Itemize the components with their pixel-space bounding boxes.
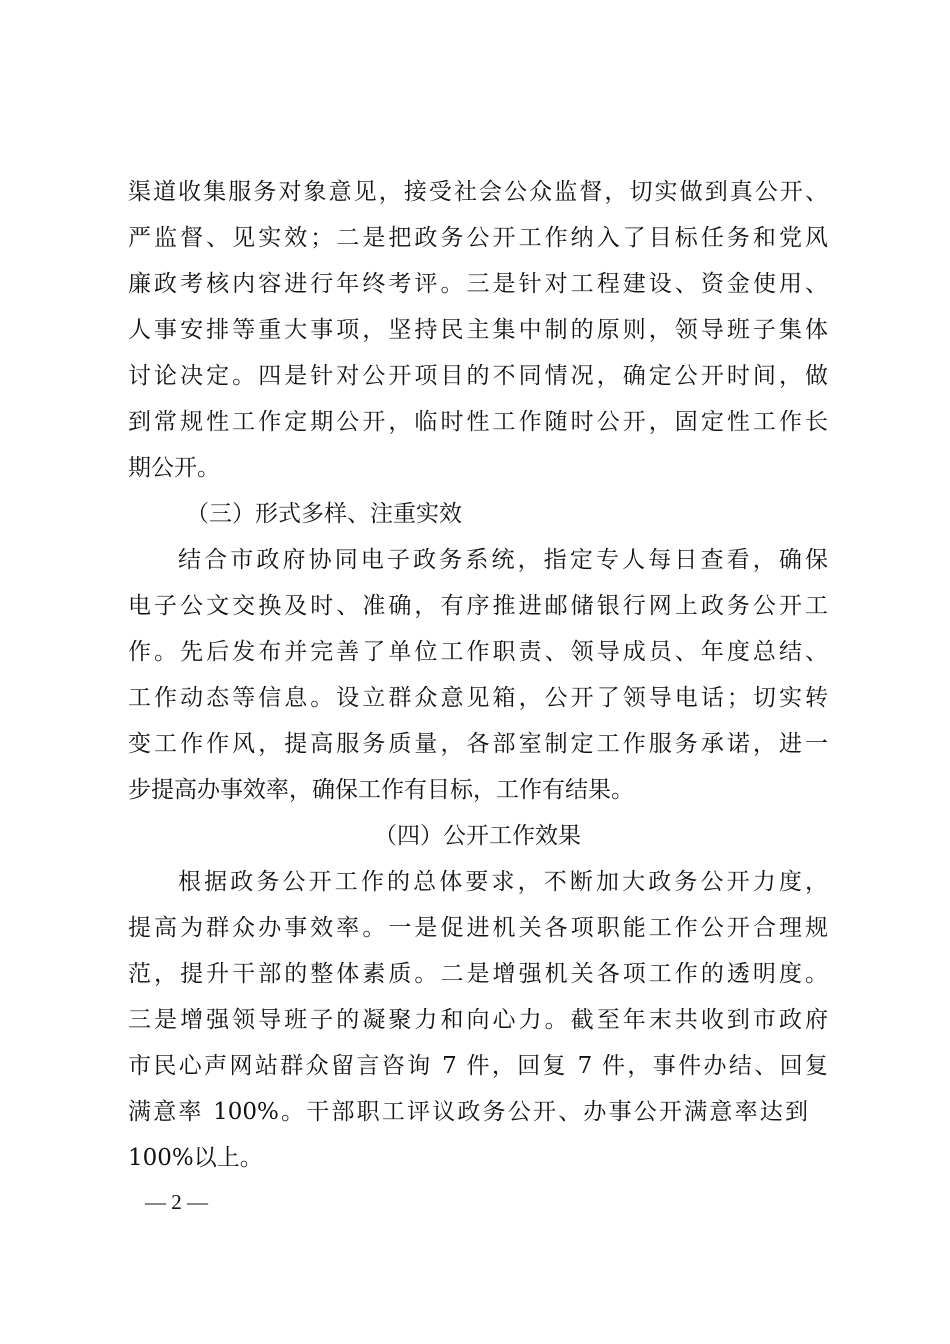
paragraph-line: 渠道收集服务对象意见，接受社会公众监督，切实做到真公开、: [128, 179, 828, 205]
paragraph-line: 提高为群众办事效率。一是促进机关各项职能工作公开合理规: [128, 915, 828, 941]
paragraph-line: 范，提升干部的整体素质。二是增强机关各项工作的透明度。: [128, 961, 828, 987]
paragraph-line: 满意率 100%。干部职工评议政务公开、办事公开满意率达到: [128, 1099, 808, 1125]
section-heading-three: （三）形式多样、注重实效: [186, 501, 462, 527]
section-heading-four: （四）公开工作效果: [374, 823, 581, 849]
paragraph-line: 严监督、见实效；二是把政务公开工作纳入了目标任务和党风: [128, 225, 828, 251]
paragraph-line: 到常规性工作定期公开，临时性工作随时公开，固定性工作长: [128, 409, 828, 435]
paragraph-line: 结合市政府协同电子政务系统，指定专人每日查看，确保: [178, 547, 828, 573]
paragraph-line: 工作动态等信息。设立群众意见箱，公开了领导电话；切实转: [128, 685, 828, 711]
paragraph-line: 讨论决定。四是针对公开项目的不同情况，确定公开时间，做: [128, 363, 828, 389]
paragraph-line: 三是增强领导班子的凝聚力和向心力。截至年末共收到市政府: [128, 1007, 828, 1033]
paragraph-line: 100%以上。: [128, 1145, 263, 1171]
paragraph-line: 步提高办事效率，确保工作有目标，工作有结果。: [128, 777, 634, 803]
page-number: — 2 —: [145, 1190, 208, 1214]
paragraph-line: 根据政务公开工作的总体要求，不断加大政务公开力度，: [178, 869, 828, 895]
paragraph-line: 作。先后发布并完善了单位工作职责、领导成员、年度总结、: [128, 639, 828, 665]
paragraph-line: 人事安排等重大事项，坚持民主集中制的原则，领导班子集体: [128, 317, 828, 343]
paragraph-line: 廉政考核内容进行年终考评。三是针对工程建设、资金使用、: [128, 271, 828, 297]
paragraph-line: 期公开。: [128, 455, 220, 481]
paragraph-line: 变工作作风，提高服务质量，各部室制定工作服务承诺，进一: [128, 731, 828, 757]
paragraph-line: 电子公文交换及时、准确，有序推进邮储银行网上政务公开工: [128, 593, 828, 619]
paragraph-line: 市民心声网站群众留言咨询 7 件，回复 7 件，事件办结、回复: [128, 1053, 828, 1079]
